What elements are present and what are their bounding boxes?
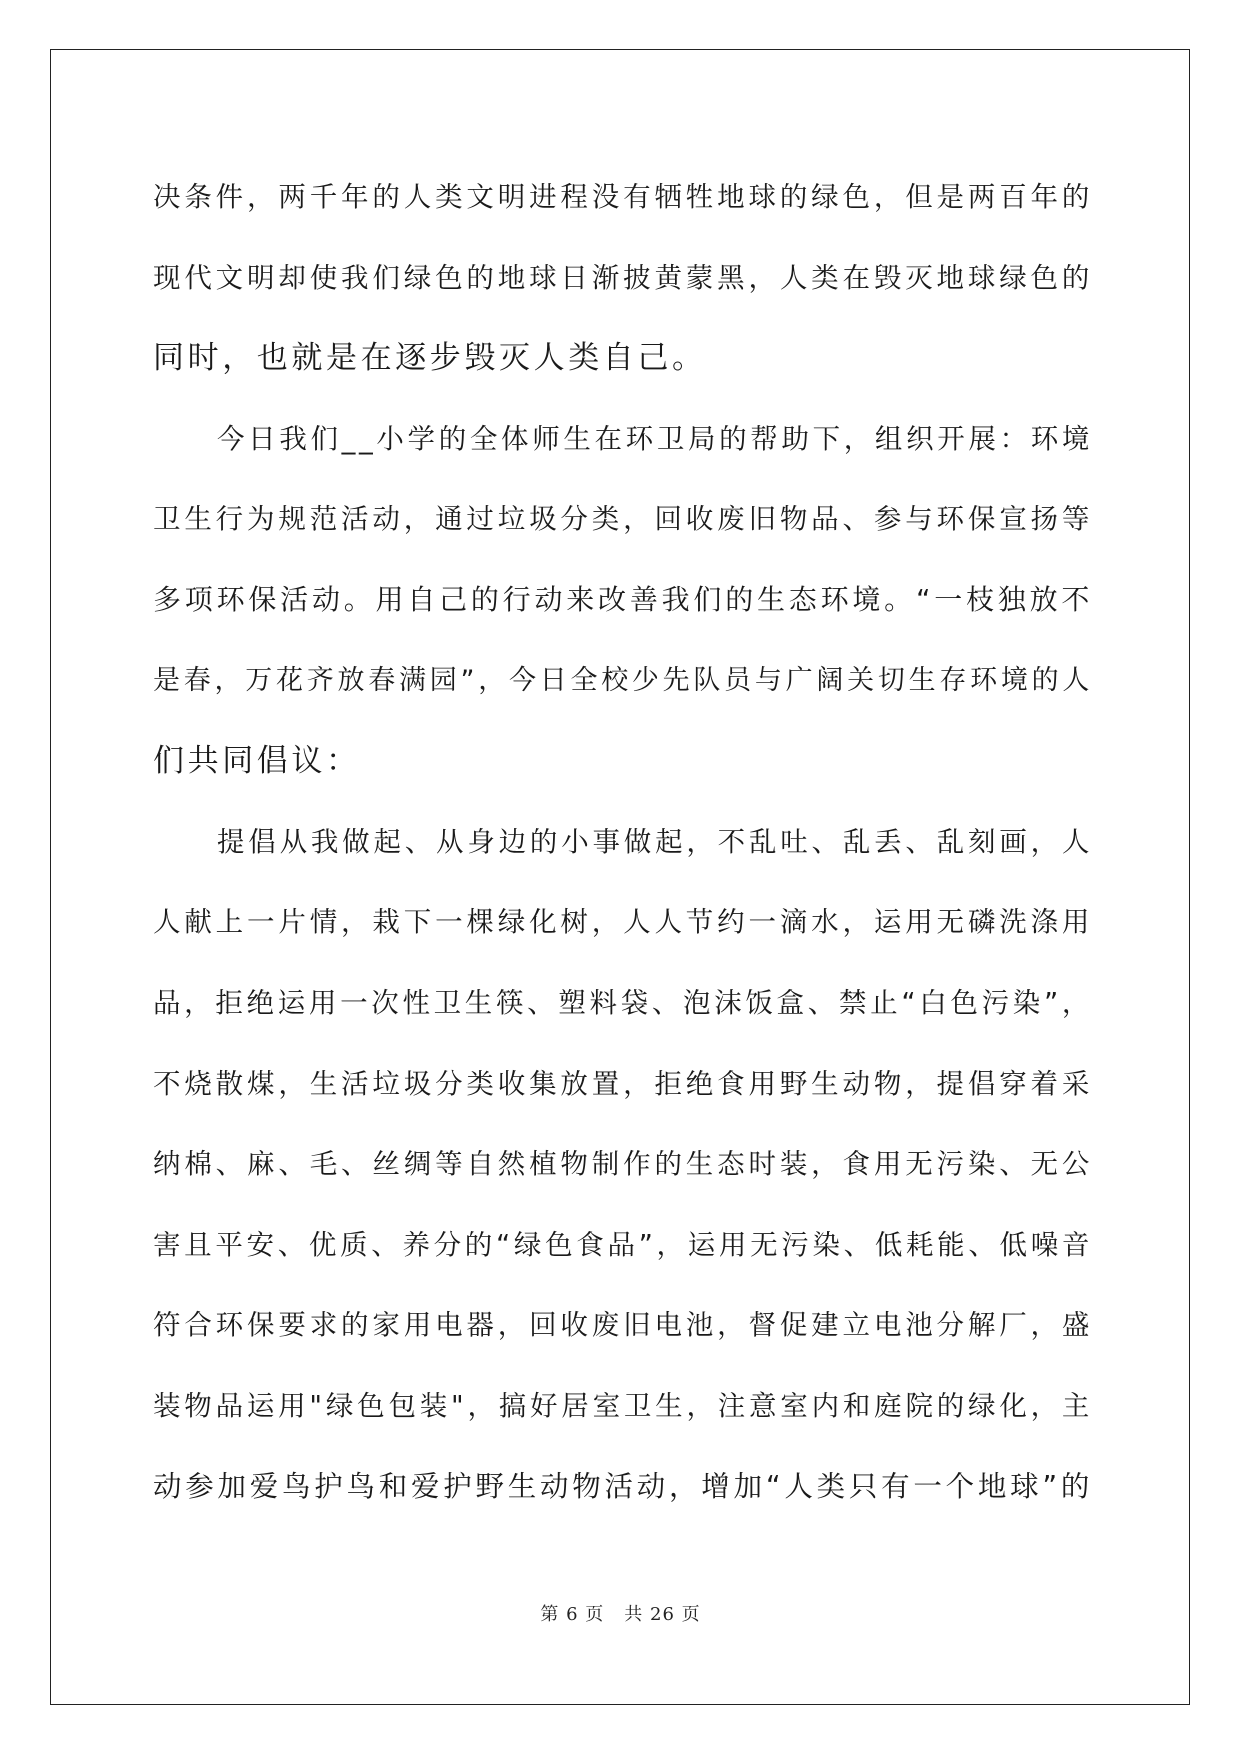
text-line: 害且平安、优质、养分的“绿色食品”，运用无污染、低耗能、低噪音 xyxy=(153,1228,1093,1261)
text-line: 们共同倡议： xyxy=(153,743,361,780)
text-line: 是春，万花齐放春满园”，今日全校少先队员与广阔关切生存环境的人 xyxy=(153,664,1093,696)
text-line: 符合环保要求的家用电器，回收废旧电池，督促建立电池分解厂，盛 xyxy=(153,1309,1093,1342)
text-line: 现代文明却使我们绿色的地球日渐披黄蒙黑，人类在毁灭地球绿色的 xyxy=(153,261,1093,294)
text-line: 不烧散煤，生活垃圾分类收集放置，拒绝食用野生动物，提倡穿着采 xyxy=(153,1067,1093,1100)
text-line: 卫生行为规范活动，通过垃圾分类，回收废旧物品、参与环保宣扬等 xyxy=(153,503,1093,536)
text-line: 决条件，两千年的人类文明进程没有牺牲地球的绿色，但是两百年的 xyxy=(153,181,1093,213)
text-line: 提倡从我做起、从身边的小事做起，不乱吐、乱丢、乱刻画，人 xyxy=(217,825,1093,858)
page-number: 第 6 页 xyxy=(540,1604,605,1625)
text-line: 多项环保活动。用自己的行动来改善我们的生态环境。“一枝独放不 xyxy=(153,582,1093,616)
text-line: 今日我们__小学的全体师生在环卫局的帮助下，组织开展：环境 xyxy=(217,422,1093,455)
text-line: 人献上一片情，栽下一棵绿化树，人人节约一滴水，运用无磷洗涤用 xyxy=(153,906,1093,939)
document-body xyxy=(153,157,1093,1527)
page-total: 共 26 页 xyxy=(624,1604,701,1625)
text-line: 品，拒绝运用一次性卫生筷、塑料袋、泡沫饭盒、禁止“白色污染”， xyxy=(153,986,1093,1019)
text-line: 装物品运用"绿色包装"，搞好居室卫生，注意室内和庭院的绿化，主 xyxy=(153,1389,1093,1422)
text-line: 同时，也就是在逐步毁灭人类自己。 xyxy=(153,340,707,377)
text-line: 动参加爱鸟护鸟和爱护野生动物活动，增加“人类只有一个地球”的 xyxy=(153,1469,1093,1503)
page-footer xyxy=(0,1600,1241,1626)
text-line: 纳棉、麻、毛、丝绸等自然植物制作的生态时装，食用无污染、无公 xyxy=(153,1148,1093,1181)
